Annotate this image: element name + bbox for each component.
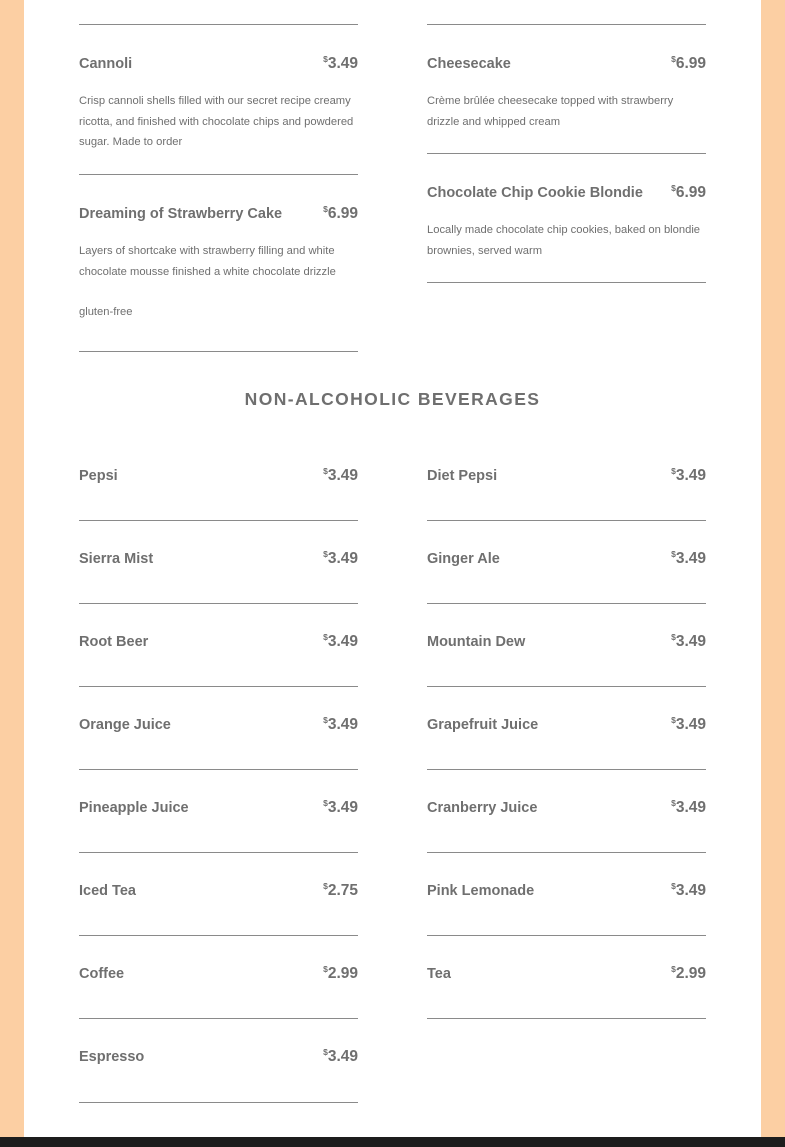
price-value: 3.49 bbox=[327, 633, 358, 650]
item-name: Mountain Dew bbox=[427, 634, 526, 650]
beverage-item[interactable] bbox=[427, 687, 706, 770]
beverage-item[interactable] bbox=[427, 770, 706, 853]
item-price bbox=[323, 881, 358, 900]
item-name: Cannoli bbox=[79, 56, 133, 72]
beverage-item[interactable] bbox=[79, 1019, 358, 1103]
currency-symbol: $ bbox=[323, 1047, 328, 1057]
item-name: Cheesecake bbox=[427, 56, 511, 72]
item-name: Pink Lemonade bbox=[427, 883, 535, 899]
price-value: 2.99 bbox=[675, 965, 706, 982]
price-value: 2.75 bbox=[327, 882, 358, 899]
item-price bbox=[323, 54, 358, 73]
currency-symbol: $ bbox=[671, 549, 676, 559]
price-value: 3.49 bbox=[327, 550, 358, 567]
item-name: Pineapple Juice bbox=[79, 800, 189, 816]
item-price bbox=[323, 204, 358, 223]
currency-symbol: $ bbox=[671, 798, 676, 808]
item-name: Espresso bbox=[79, 1049, 145, 1065]
item-name: Grapefruit Juice bbox=[427, 717, 539, 733]
price-value: 3.49 bbox=[327, 55, 358, 72]
item-description: Locally made chocolate chip cookies, baked on blondie brownies, served warm bbox=[427, 224, 701, 257]
beverage-item[interactable] bbox=[427, 521, 706, 604]
item-name: Pepsi bbox=[79, 468, 118, 484]
item-name: Chocolate Chip Cookie Blondie bbox=[427, 185, 643, 201]
item-description: Crème brûlée cheesecake topped with strawberry drizzle and whipped cream bbox=[427, 95, 674, 128]
item-name: Dreaming of Strawberry Cake bbox=[79, 206, 283, 222]
item-price bbox=[323, 1047, 358, 1066]
beverage-item[interactable] bbox=[79, 936, 358, 1019]
footer-bar bbox=[0, 1137, 785, 1147]
price-value: 2.99 bbox=[327, 965, 358, 982]
currency-symbol: $ bbox=[323, 549, 328, 559]
currency-symbol: $ bbox=[323, 715, 328, 725]
item-price bbox=[323, 964, 358, 983]
currency-symbol: $ bbox=[323, 204, 328, 214]
item-name: Ginger Ale bbox=[427, 551, 500, 567]
section-heading: NON-ALCOHOLIC BEVERAGES bbox=[244, 389, 541, 409]
menu-page bbox=[24, 0, 761, 1137]
currency-symbol: $ bbox=[671, 466, 676, 476]
beverage-item[interactable] bbox=[79, 853, 358, 936]
menu-item[interactable] bbox=[427, 154, 706, 283]
item-price bbox=[671, 715, 706, 734]
price-value: 3.49 bbox=[675, 550, 706, 567]
currency-symbol: $ bbox=[671, 54, 676, 64]
item-price bbox=[323, 798, 358, 817]
item-price bbox=[323, 715, 358, 734]
item-name: Coffee bbox=[79, 966, 125, 982]
item-name: Tea bbox=[427, 966, 451, 982]
currency-symbol: $ bbox=[671, 715, 676, 725]
beverage-item[interactable] bbox=[79, 687, 358, 770]
price-value: 3.49 bbox=[675, 882, 706, 899]
currency-symbol: $ bbox=[323, 964, 328, 974]
price-value: 3.49 bbox=[675, 799, 706, 816]
menu-item-cut-off bbox=[79, 0, 358, 25]
price-value: 3.49 bbox=[675, 633, 706, 650]
price-value: 3.49 bbox=[675, 467, 706, 484]
currency-symbol: $ bbox=[671, 183, 676, 193]
item-name: Iced Tea bbox=[79, 883, 136, 899]
beverage-item[interactable] bbox=[427, 936, 706, 1019]
item-name: Root Beer bbox=[79, 634, 149, 650]
price-value: 3.49 bbox=[327, 1048, 358, 1065]
currency-symbol: $ bbox=[323, 881, 328, 891]
beverage-item[interactable] bbox=[427, 604, 706, 687]
item-name: Sierra Mist bbox=[79, 551, 154, 567]
currency-symbol: $ bbox=[671, 964, 676, 974]
item-price bbox=[671, 798, 706, 817]
item-description: Crisp cannoli shells filled with our secret recipe creamy ricotta, and finished with chocolate chips and powdered sugar. Made to order bbox=[79, 95, 354, 148]
dietary-tag: gluten-free bbox=[79, 306, 133, 318]
item-price bbox=[671, 183, 706, 202]
item-price bbox=[671, 964, 706, 983]
currency-symbol: $ bbox=[323, 466, 328, 476]
currency-symbol: $ bbox=[671, 881, 676, 891]
menu-item[interactable] bbox=[427, 25, 706, 154]
menu-item[interactable] bbox=[79, 175, 358, 352]
price-value: 6.99 bbox=[675, 55, 706, 72]
price-value: 3.49 bbox=[327, 799, 358, 816]
beverage-item[interactable] bbox=[427, 437, 706, 521]
beverage-item[interactable] bbox=[79, 770, 358, 853]
item-price bbox=[671, 632, 706, 651]
item-description: Layers of shortcake with strawberry filling and white chocolate mousse finished a white chocolate drizzle bbox=[79, 245, 336, 278]
price-value: 3.49 bbox=[327, 716, 358, 733]
beverage-item[interactable] bbox=[79, 604, 358, 687]
currency-symbol: $ bbox=[323, 54, 328, 64]
currency-symbol: $ bbox=[323, 798, 328, 808]
price-value: 3.49 bbox=[675, 716, 706, 733]
beverage-item[interactable] bbox=[427, 853, 706, 936]
menu-item-cut-off bbox=[427, 0, 706, 25]
currency-symbol: $ bbox=[671, 632, 676, 642]
price-value: 3.49 bbox=[327, 467, 358, 484]
item-price bbox=[671, 466, 706, 485]
item-price bbox=[671, 54, 706, 73]
item-price bbox=[323, 466, 358, 485]
item-name: Orange Juice bbox=[79, 717, 171, 733]
beverage-item[interactable] bbox=[79, 437, 358, 521]
item-name: Cranberry Juice bbox=[427, 800, 538, 816]
item-price bbox=[671, 881, 706, 900]
item-price bbox=[671, 549, 706, 568]
menu-item[interactable] bbox=[79, 25, 358, 175]
beverage-item[interactable] bbox=[79, 521, 358, 604]
item-price bbox=[323, 632, 358, 651]
item-name: Diet Pepsi bbox=[427, 468, 498, 484]
price-value: 6.99 bbox=[327, 205, 358, 222]
currency-symbol: $ bbox=[323, 632, 328, 642]
item-price bbox=[323, 549, 358, 568]
price-value: 6.99 bbox=[675, 184, 706, 201]
